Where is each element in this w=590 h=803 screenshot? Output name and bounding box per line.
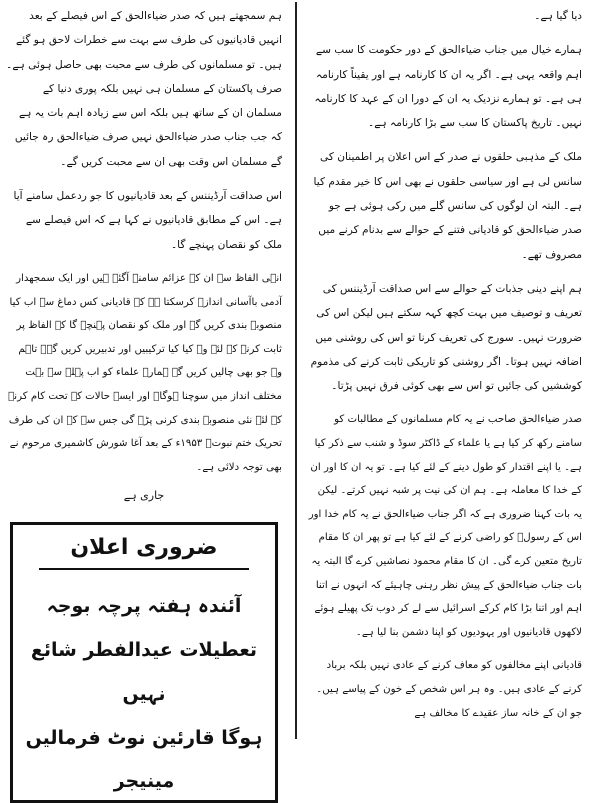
paragraph: اس صداقت آرڈیننس کے بعد قادیانیوں کا جو ردعمل سامنے آیا ہے۔ اس کے مطابق قادیانیوں نے کہا ہے کہ اس فیصلے سے ملک کو نقصان پہنچے گا۔ bbox=[13, 190, 282, 251]
paragraph: ملک کے مذہبی حلقوں نے صدر کے اس اعلان پر اطمینان کی سانس لی ہے اور سیاسی حلقوں نے بھی اس کا خیر مقدم کیا ہے۔ البتہ ان لوگوں کی سانس گلے میں رکی ہوئی ہے جو صدر ضیاءالحق کو قادیانی فتنے کے حوالے سے بدنام کرنے میں مصروف تھے۔ bbox=[313, 151, 582, 261]
continued-label: جاری ہے bbox=[123, 489, 165, 503]
paragraph: ہم سمجھتے ہیں کہ صدر ضیاءالحق کے اس فیصلے کے بعد انہیں قادیانیوں کی طرف سے بہت سے خطرات لاحق ہو گئے ہیں۔ تو مسلمانوں کی طرف سے محبت بھی حاصل ہوئی ہے۔ صرف پاکستان کے مسلمان ہی نہیں بلکہ پوری دنیا کے مسلمان ان کے ساتھ ہیں بلکہ اس سے زیادہ اہم بات یہ ہے کہ جب جناب صدر ضیاءالحق نہیں صرف ضیاءالحق رہ جائیں گے مسلمان اس وقت بھی ان سے محبت کریں گے۔ bbox=[6, 10, 282, 168]
paragraph: ہم اپنے دینی جذبات کے حوالے سے اس صداقت آرڈیننس کی تعریف و توصیف میں بہت کچھ کہہ سکتے ہیں لیکن اس کی ضرورت نہیں۔ سورج کی تعریف کرنا تو اس کی روشنی میں اضافہ نہیں ہوتا۔ اگر روشنی کو تاریکی ثابت کرنے کی مذموم کوششیں کی جائیں تو اس سے بھی کوئی فرق نہیں پڑتا۔ bbox=[310, 282, 582, 393]
announcement-box bbox=[10, 522, 278, 803]
paragraph: دیا گیا ہے۔ bbox=[534, 10, 582, 22]
paragraph: قادیانی اپنے مخالفوں کو معاف کرنے کے عادی نہیں بلکہ برباد کرنے کے عادی ہیں۔ وہ ہر اس شخص کے خون کے پیاسے ہیں۔ جو ان کے خانہ ساز عقیدے کا مخالف ہے bbox=[316, 660, 582, 719]
announcement-signature: مینیجر bbox=[113, 770, 175, 793]
announcement-line: تعطیلات عیدالفطر شائع نہیں bbox=[30, 639, 258, 706]
right-column bbox=[306, 4, 582, 735]
announcement-title: ضروری اعلان bbox=[39, 531, 249, 570]
column-divider bbox=[295, 2, 297, 739]
paragraph: ہمارے خیال میں جناب ضیاءالحق کے دور حکومت کا سب سے اہم واقعہ یہی ہے۔ اگر یہ ان کا کارنامہ ہے اور یقیناً کارنامہ ہی ہے۔ تو ہمارے نزدیک یہ ان کے دورا ان کے عہد کا کارنامہ نہیں۔ تاریخ پاکستان کا سب سے بڑا کارنامہ ہے۔ bbox=[314, 44, 582, 130]
announcement-line: ہوگا قارئین نوٹ فرمالیں bbox=[25, 727, 263, 750]
announcement-line: آئندہ ہفتہ پرچہ بوجہ bbox=[46, 595, 242, 618]
paragraph: صدر ضیاءالحق صاحب نے یہ کام مسلمانوں کے مطالبات کو سامنے رکھ کر کیا ہے یا علماء کے ڈاکٹر سوڈ و شنب سے ذکر کیا ہے۔ یا اپنے اقتدار کو طول دینے کے لئے کیا ہے۔ تو یہ ان کا اور ان کے خدا کا معاملہ ہے۔ ہم ان کی نیت پر شبہ نہیں کرتے۔ لیکن یہ بات کہنا ضروری ہے کہ اگر جناب ضیاءالحق نے یہ کام خدا اور اس کے رسولؐ کو راضی کرنے کے لئے کیا ہے تو پھر ان کا مقام تاریخ متعین کرے گی۔ ان کا مقام محمود نصاشیں کرے گا البتہ یہ بات جناب ضیاءالحق کے پیش نظر رہنی چاہیئے کہ انہوں نے اتنا اہم اور اتنا بڑا کام کرکے اسرائیل سے لے کر دوب تک پھیلے ہوئے لاکھوں قادیانیوں اور یہودیوں کو اپنا دشمن بنا لیا ہے۔ bbox=[308, 414, 582, 638]
paragraph: انہی الفاظ سے ان کے عزائم سامنے آگئے ہیں اور ایک سمجھدار آدمی باآسانی اندازہ کرسکتا ہے کہ قادیانی کس دماغ سے اب کیا منصوبہ بندی کریں گے اور ملک کو نقصان پہنچے گا کے الفاظ پر ثابت کرنے کے لئے وہ کیا کیا ترکیبیں اور تدبیریں کریں گے۔ تاہم وہ جو بھی چالیں کریں گے ہمارے علماء کو اب پہلے سے بہت مختلف انداز میں سوچنا ہوگا۔ اور ایسے حالات کے تحت کام کرنے کے لئے نئی منصوبہ بندی کرنی پڑے گی جس سے کہ ان کی طرف تحریک ختم نبوتؐ ۱۹۵۳ء کے بعد آغا شورش کاشمیری مرحوم نے بھی توجہ دلائی ہے۔ bbox=[8, 272, 282, 473]
left-column bbox=[6, 4, 282, 803]
